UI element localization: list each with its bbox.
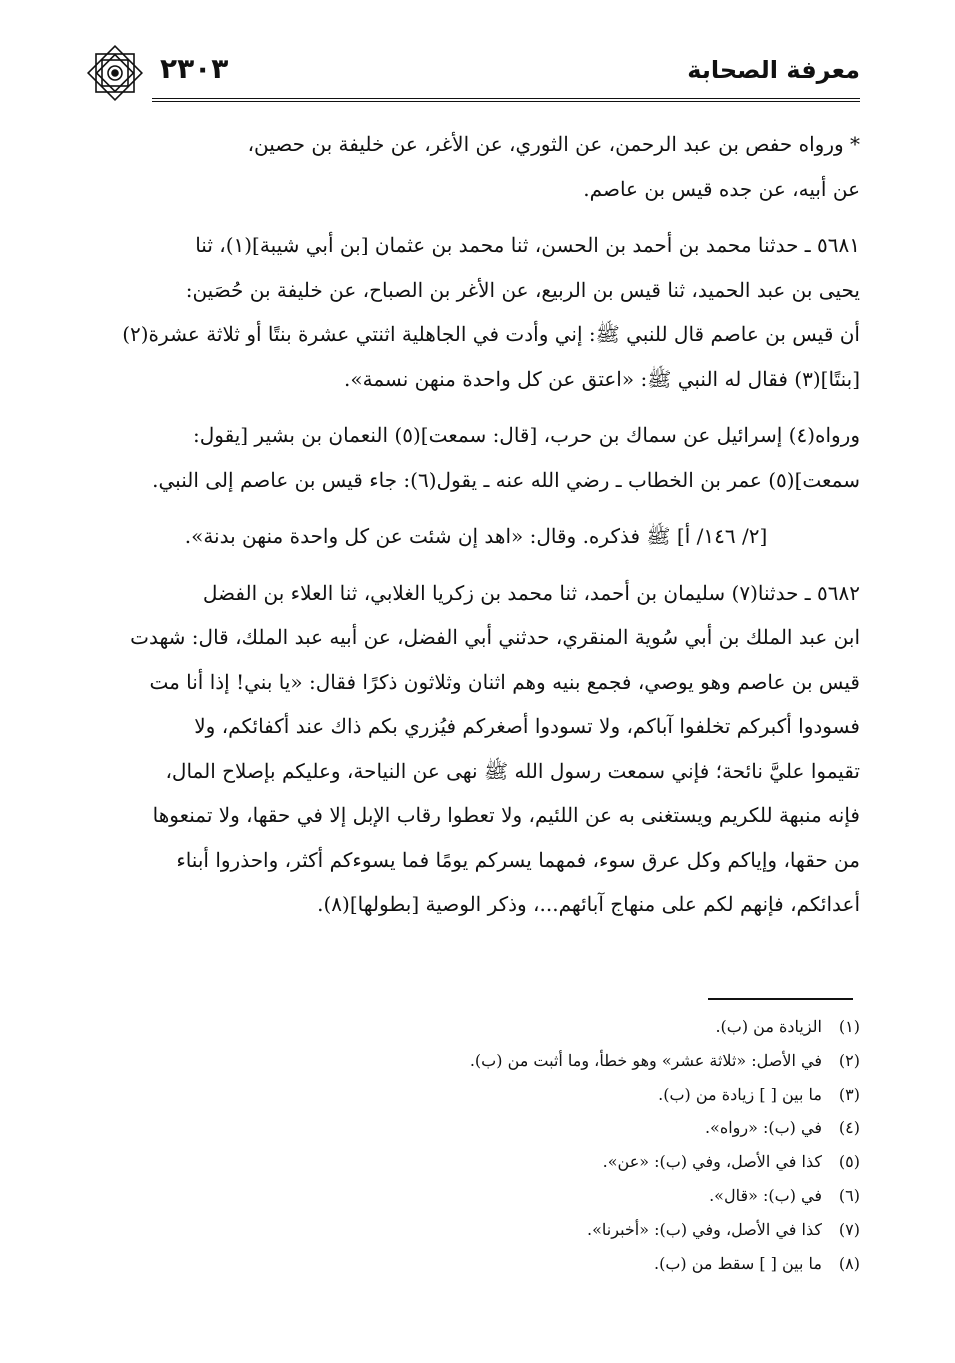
text-line: أن قيس بن عاصم قال للنبي ﷺ: إني وأدت في الجاهلية اثنتي عشرة بنتًا أو ثلاثة عشرة(٢) [122,322,860,346]
footnote-text: في الأصل: «ثلاثة عشر» وهو خطأ، وما أثبت من (ب). [469,1050,822,1070]
text-line: ٥٦٨١ ـ حدثنا محمد بن أحمد بن الحسن، ثنا محمد بن عثمان [بن أبي شيبة](١)، ثنا [195,233,860,257]
footnote-text: في (ب): «قال». [709,1185,822,1205]
text-line: قيس بن عاصم وهو يوصي، فجمع بنيه وهم اثنان وثلاثون ذكرًا فقال: «يا بني! إذا أنا مت [149,669,860,694]
footnote [300,1213,860,1247]
paragraph [92,413,860,502]
main-text [92,122,860,939]
running-title: معرفة الصحابة [687,56,860,84]
page-header [82,40,860,104]
text-line: من حقها، وإياكم وكل عرق سوء، فمهما يسركم يومًا فما يسوءكم أكثر، واحذروا أبناء [176,847,860,872]
footnote-text: الزيادة من (ب). [715,1017,822,1036]
text-line: أعدائكم، فإنهم لكم على منهاج آبائهم...، وذكر الوصية [بطولها](٨). [317,892,860,916]
octagram-ornament-icon [82,40,148,106]
paragraph [92,571,860,927]
text-line: تقيموا عليَّ نائحة؛ فإني سمعت رسول الله ﷺ نهى عن النياحة، وعليكم بإصلاح المال، [165,758,860,783]
footnote [300,1078,860,1112]
text-line: [بنتًا](٣) فقال له النبي ﷺ: «اعتق عن كل واحدة منهن نسمة». [344,366,860,391]
footnote-number: (٨) [838,1253,860,1273]
footnote [300,1179,860,1213]
footnotes [300,1010,860,1280]
footnote-number: (٦) [838,1185,860,1205]
footnote-number: (٤) [838,1118,860,1138]
header-rule [152,98,860,102]
text-line: ابن عبد الملك بن أبي سُوية المنقري، حدثني أبي الفضل، عن أبيه عبد الملك، قال: شهدت [130,625,860,649]
text-line: يحيى بن عبد الحميد، ثنا قيس بن الربيع، عن الأغر بن الصباح، عن خليفة بن حُصَين: [185,277,860,302]
text-line: ٥٦٨٢ ـ حدثنا(٧) سليمان بن أحمد، ثنا محمد بن زكريا الغلابي، ثنا العلاء بن الفضل [202,580,860,605]
footnote-text: في (ب): «رواه». [704,1118,822,1138]
footnote [300,1145,860,1179]
paragraph [92,223,860,401]
footnote-number: (٥) [838,1152,860,1172]
text-line: [٢/ ١٤٦/ أ] ﷺ فذكره. وقال: «اهد إن شئت عن كل واحدة منهن بدنة». [184,524,768,548]
footnote-text: ما بين [ ] زيادة من (ب). [658,1084,822,1104]
footnote-number: (٣) [838,1084,860,1104]
footnote-text: كذا في الأصل، وفي (ب): «عن». [602,1152,822,1172]
text-line: فإنه منبهة للكريم ويستغنى به عن اللئيم، ولا تعطوا رقاب الإبل إلا في حقها، ولا تمنعوها [152,803,860,827]
footnote-separator [708,998,853,1000]
text-line: سمعت](٥) عمر بن الخطاب ـ رضي الله عنه ـ يقول(٦): جاء قيس بن عاصم إلى النبي. [152,467,860,492]
text-line: فسودوا أكبركم تخلفوا آباكم، ولا تسودوا أصغركم فيُزري بكم ذاك عند أكفائكم، ولا [194,714,860,738]
footnote-text: ما بين [ ] سقط من (ب). [654,1253,822,1273]
footnote-number: (٧) [838,1219,860,1239]
text-line: * ورواه حفص بن عبد الرحمن، عن الثوري، عن الأغر، عن خليفة بن حصين، [247,132,860,156]
footnote [300,1044,860,1078]
footnote-number: (١) [838,1017,860,1036]
page-number: ٢٣٠٣ [160,52,229,85]
footnote [300,1247,860,1281]
footnote-text: كذا في الأصل، وفي (ب): «أخبرنا». [587,1219,822,1239]
paragraph [92,514,860,559]
paragraph [92,122,860,211]
footnote [300,1010,860,1044]
footnote-number: (٢) [838,1050,860,1070]
text-line: عن أبيه، عن جده قيس بن عاصم. [583,176,860,201]
text-line: ورواه(٤) إسرائيل عن سماك بن حرب، [قال: سمعت](٥) النعمان بن بشير [يقول: [192,423,860,447]
footnote [300,1111,860,1145]
